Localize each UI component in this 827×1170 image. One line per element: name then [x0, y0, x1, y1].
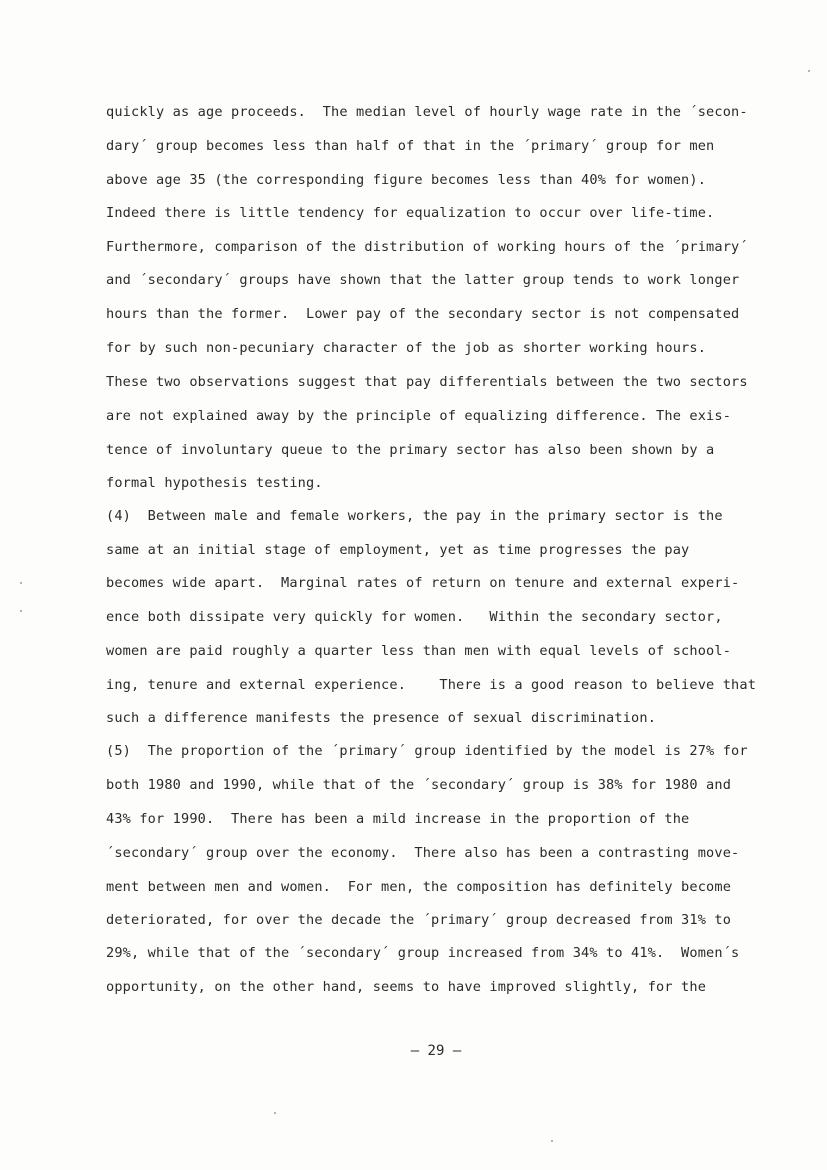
text-line: opportunity, on the other hand, seems to have improved slightly, for the: [106, 979, 707, 995]
text-line: becomes wide apart. Marginal rates of return on tenure and external experi-: [106, 575, 740, 591]
text-line: dary´ group becomes less than half of that in the ´primary´ group for men: [106, 138, 715, 154]
text-line: same at an initial stage of employment, yet as time progresses the pay: [106, 542, 690, 558]
text-line: deteriorated, for over the decade the ´primary´ group decreased from 31% to: [106, 912, 732, 928]
scan-speck: [20, 582, 22, 584]
scan-speck: [808, 70, 810, 72]
text-line: ence both dissipate very quickly for women. Within the secondary sector,: [106, 609, 723, 625]
text-line: (4) Between male and female workers, the pay in the primary sector is the: [106, 508, 723, 524]
text-line: both 1980 and 1990, while that of the ´secondary´ group is 38% for 1980 and: [106, 777, 732, 793]
text-line: These two observations suggest that pay differentials between the two sectors: [106, 374, 748, 390]
text-line: are not explained away by the principle of equalizing difference. The exis-: [106, 408, 732, 424]
text-line: for by such non-pecuniary character of the job as shorter working hours.: [106, 340, 707, 356]
scan-speck: [551, 1140, 553, 1142]
text-line: tence of involuntary queue to the primary sector has also been shown by a: [106, 442, 715, 458]
scan-speck: [20, 610, 22, 612]
text-line: quickly as age proceeds. The median level of hourly wage rate in the ´secon-: [106, 104, 748, 120]
text-line: ing, tenure and external experience. There is a good reason to believe that: [106, 677, 757, 693]
text-line: 29%, while that of the ´secondary´ group increased from 34% to 41%. Women´s: [106, 945, 740, 961]
text-line: formal hypothesis testing.: [106, 475, 323, 491]
text-line: (5) The proportion of the ´primary´ group identified by the model is 27% for: [106, 743, 748, 759]
text-line: ment between men and women. For men, the composition has definitely become: [106, 879, 732, 895]
text-line: and ´secondary´ groups have shown that the latter group tends to work longer: [106, 272, 740, 288]
text-line: 43% for 1990. There has been a mild increase in the proportion of the: [106, 811, 690, 827]
text-line: Furthermore, comparison of the distribution of working hours of the ´primary´: [106, 239, 748, 255]
text-line: Indeed there is little tendency for equalization to occur over life-time.: [106, 205, 715, 221]
text-line: such a difference manifests the presence of sexual discrimination.: [106, 710, 657, 726]
text-line: ´secondary´ group over the economy. There also has been a contrasting move-: [106, 845, 740, 861]
text-line: women are paid roughly a quarter less than men with equal levels of school-: [106, 643, 732, 659]
scan-speck: [274, 1112, 276, 1114]
page-number: – 29 –: [410, 1043, 462, 1059]
text-line: hours than the former. Lower pay of the secondary sector is not compensated: [106, 306, 740, 322]
text-line: above age 35 (the corresponding figure becomes less than 40% for women).: [106, 172, 707, 188]
